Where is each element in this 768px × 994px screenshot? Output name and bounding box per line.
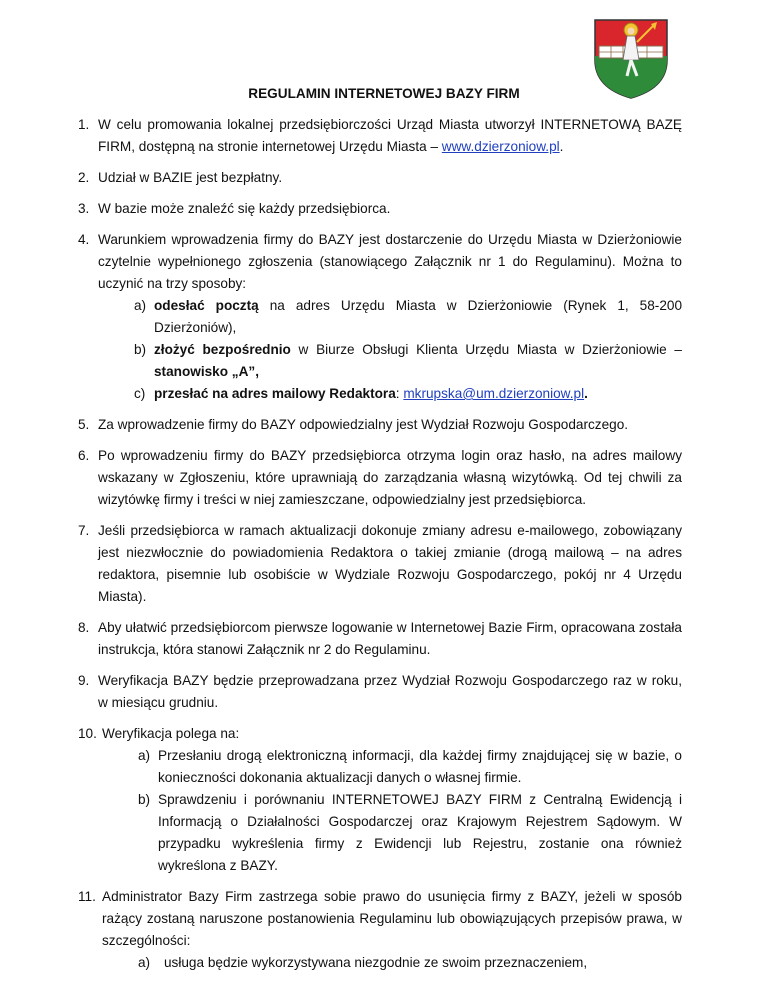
sub-item: a) odesłać pocztą na adres Urzędu Miasta w Dzierżoniowie (Rynek 1, 58-200 Dzierżoniów), xyxy=(134,298,682,335)
email-link[interactable]: mkrupska@um.dzierzoniow.pl xyxy=(403,386,585,401)
regulation-list xyxy=(78,114,682,983)
sub-item: b) Sprawdzeniu i porównaniu INTERNETOWEJ BAZY FIRM z Centralną Ewidencją i Informacją o Działalności Gospodarczej oraz Krajowym Rejestrem Sądowym. W przypadku wykreślenia firmy z Ewidencji lub Rejestru, zostanie ona również wykreślona z BAZY. xyxy=(138,792,682,873)
list-item: 10. Weryfikacja polega na: a) Przesłaniu drogą elektroniczną informacji, dla każdej firmy znajdującej się w bazie, o konieczności dokonania aktualizacji danych o własnej firmie. b) Sprawdzeniu i porównaniu INTERNETOWEJ BAZY FIRM z Centralną Ewidencją i Informacją o Działalności Gospodarczej oraz Krajowym Rejestrem Sądowym. W przypadku wykreślenia firmy z Ewidencji lub Rejestru, zostanie ona również wykreślona z BAZY. xyxy=(78,723,682,877)
list-item: 5. Za wprowadzenie firmy do BAZY odpowiedzialny jest Wydział Rozwoju Gospodarczego. xyxy=(78,417,629,432)
list-item: 4. Warunkiem wprowadzenia firmy do BAZY jest dostarczenie do Urzędu Miasta w Dzierżoniowie czytelnie wypełnionego zgłoszenia (stanowiącego Załącznik nr 1 do Regulaminu). Można to uczynić na trzy sposoby: a) odesłać pocztą na adres Urzędu Miasta w Dzierżoniowie (Rynek 1, 58-200 Dzierżoniów), b) złożyć bezpośrednio w Biurze Obsługi Klienta Urzędu Miasta w Dzierżoniowie – stanowisko „A”, c) przesłać na adres mailowy Redaktora: mkrupska@um.dzierzoniow.pl. xyxy=(78,229,682,405)
list-item: 7. Jeśli przedsiębiorca w ramach aktualizacji dokonuje zmiany adresu e-mailowego, zobowiązany jest niezwłocznie do powiadomienia Redaktora o takiej zmianie (drogą mailową – na adres redaktora, pisemnie lub osobiście w Wydziale Rozwoju Gospodarczego, pokój nr 4 Urzędu Miasta). xyxy=(78,523,682,604)
list-item: 9. Weryfikacja BAZY będzie przeprowadzana przez Wydział Rozwoju Gospodarczego raz w roku, w miesiącu grudniu. xyxy=(78,673,682,710)
sub-item: c) przesłać na adres mailowy Redaktora: mkrupska@um.dzierzoniow.pl. xyxy=(134,386,588,401)
list-item: 1. W celu promowania lokalnej przedsiębiorczości Urząd Miasta utworzył INTERNETOWĄ BAZĘ FIRM, dostępną na stronie internetowej Urzędu Miasta – www.dzierzoniow.pl. xyxy=(78,117,682,154)
list-item: 8. Aby ułatwić przedsiębiorcom pierwsze logowanie w Internetowej Bazie Firm, opracowana została instrukcja, która stanowi Załącznik nr 2 do Regulaminu. xyxy=(78,620,682,657)
list-item: 2. Udział w BAZIE jest bezpłatny. xyxy=(78,170,283,185)
sub-item: b) złożyć bezpośrednio w Biurze Obsługi Klienta Urzędu Miasta w Dzierżoniowie – stanowisko „A”, xyxy=(134,342,682,379)
list-item: 11. Administrator Bazy Firm zastrzega sobie prawo do usunięcia firmy z BAZY, jeżeli w sposób rażący zostaną naruszone postanowienia Regulaminu lub obowiązujących przepisów prawa, w szczególności: a) usługa będzie wykorzystywana niezgodnie ze swoim przeznaczeniem, xyxy=(78,886,682,974)
list-item: 3. W bazie może znaleźć się każdy przedsiębiorca. xyxy=(78,201,391,216)
document-title: REGULAMIN INTERNETOWEJ BAZY FIRM xyxy=(248,86,520,101)
website-link[interactable]: www.dzierzoniow.pl xyxy=(441,139,560,154)
sub-item: a) usługa będzie wykorzystywana niezgodnie ze swoim przeznaczeniem, xyxy=(138,955,588,970)
sub-item: a) Przesłaniu drogą elektroniczną informacji, dla każdej firmy znajdującej się w bazie, o konieczności dokonania aktualizacji danych o własnej firmie. xyxy=(138,748,682,785)
list-item: 6. Po wprowadzeniu firmy do BAZY przedsiębiorca otrzyma login oraz hasło, na adres mailowy wskazany w Zgłoszeniu, które uprawniają do zarządzania własną wizytówką. Od tej chwili za wizytówkę firmy i treści w niej zamieszczane, odpowiedzialny jest przedsiębiorca. xyxy=(78,448,682,507)
